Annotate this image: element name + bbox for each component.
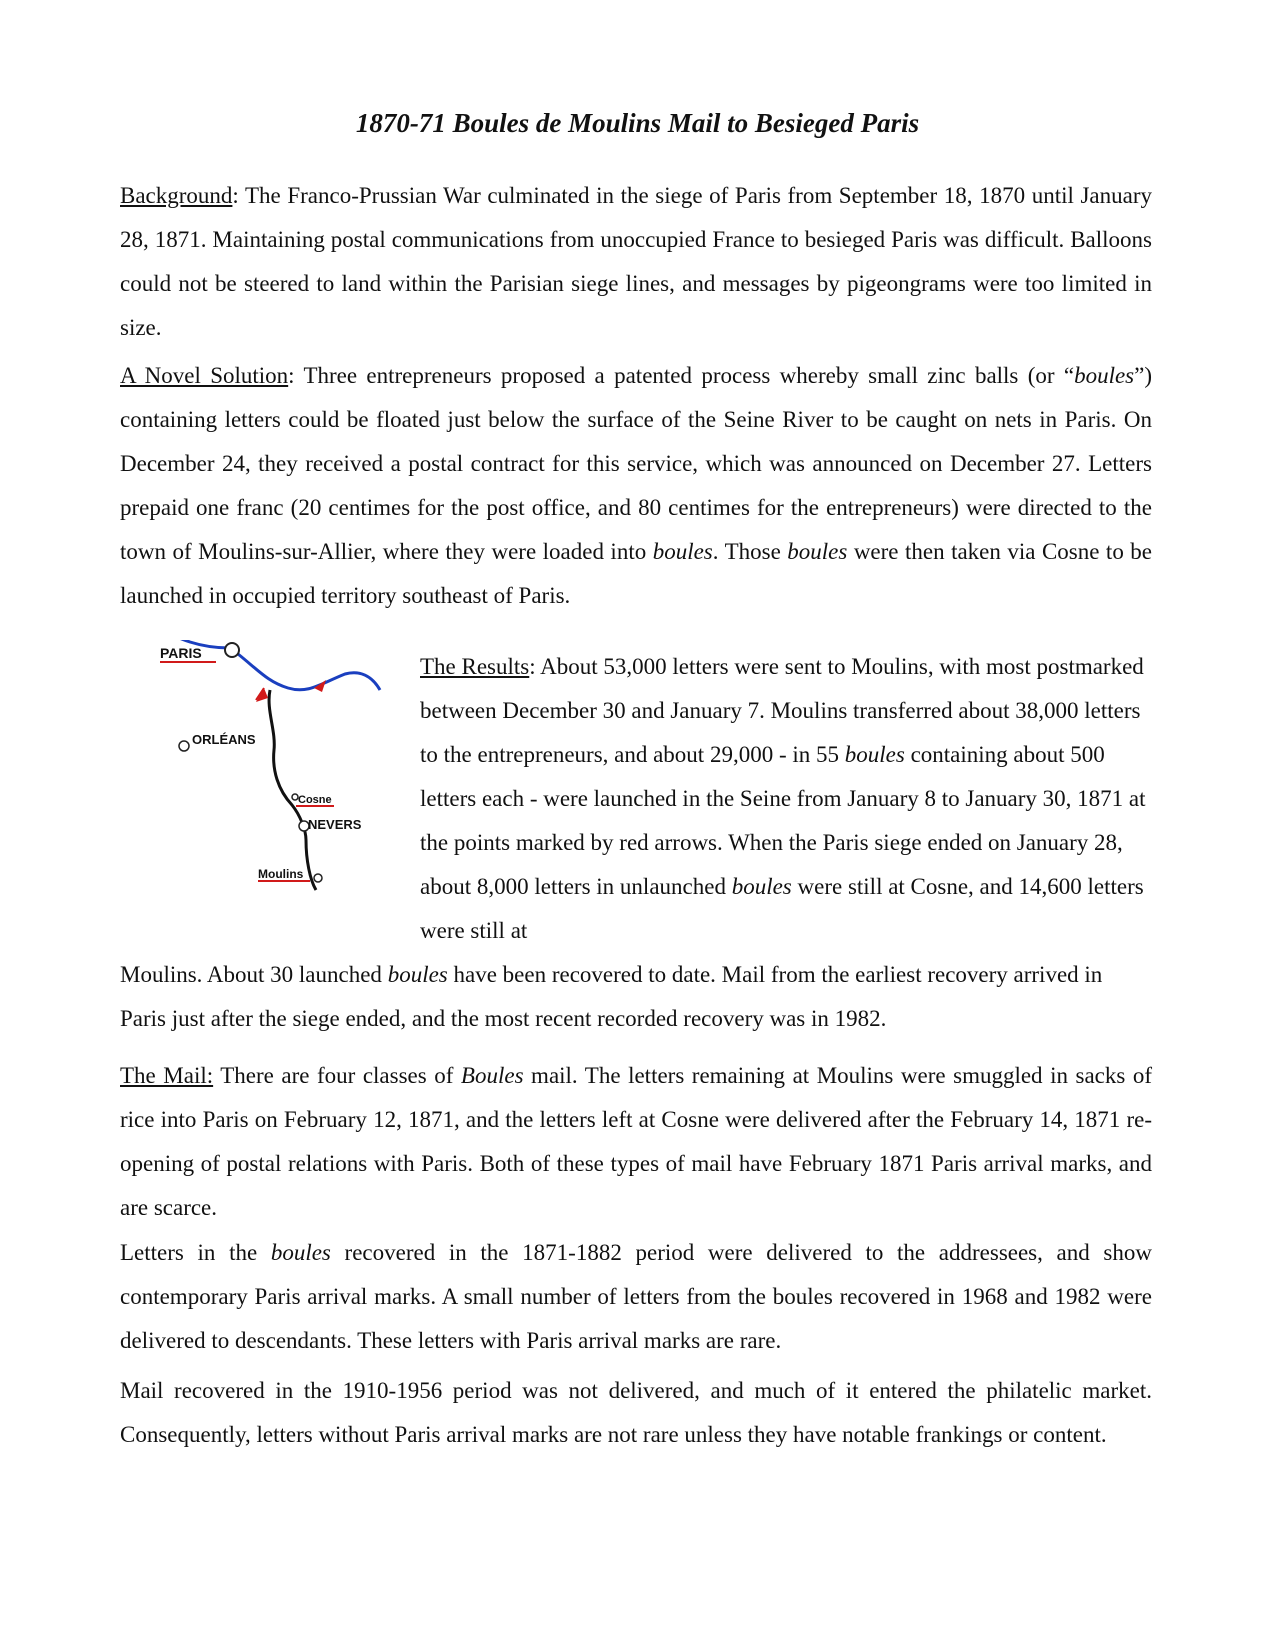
- mail-text-1: There are four classes of: [213, 1063, 461, 1088]
- letters-text-2: recovered in the 1871-1882 period were delivered to the addressees, and show contemporary Paris arrival marks. A small number of letters from the boules recovered in 1968 and 1982 were delivered to descendants. These letters with Paris arrival marks are rare.: [120, 1240, 1152, 1353]
- nevers-label: NEVERS: [308, 817, 362, 832]
- novel-italic-2: boules: [652, 539, 713, 564]
- mail-heading: The Mail:: [120, 1063, 214, 1088]
- mail-italic-1: Boules: [460, 1063, 524, 1088]
- novel-text-3: . Those: [712, 539, 788, 564]
- novel-italic-3: boules: [787, 539, 848, 564]
- novel-text-2: ”) containing letters could be floated just below the surface of the Seine River to be caught on nets in Paris. On December 24, they received a postal contract for this service, which was announced on December 27. Letters prepaid one franc (20 centimes for the post office, and 80 centimes for the entrepreneurs) were directed to the town of Moulins-sur-Allier, where they were loaded into: [120, 363, 1152, 564]
- results-tail-text-2: have been recovered to date. Mail from the earliest recovery arrived in Paris just after the siege ended, and the most recent recorded recovery was in 1982.: [120, 962, 1103, 1031]
- recovered-paragraph: Mail recovered in the 1910-1956 period was not delivered, and much of it entered the philatelic market. Consequently, letters without Paris arrival marks are not rare unless they have notable frankings or content.: [120, 1378, 1152, 1447]
- page-title: 1870-71 Boules de Moulins Mail to Besieged Paris: [355, 108, 920, 138]
- cosne-label: Cosne: [298, 794, 332, 806]
- letters-text-1: Letters in the: [120, 1240, 271, 1265]
- background-text: : The Franco-Prussian War culminated in the siege of Paris from September 18, 1870 until January 28, 1871. Maintaining postal communications from unoccupied France to besieged Paris was difficult. Balloons could not be steered to land within the Parisian siege lines, and messages by pigeongrams were too limited in size.: [120, 183, 1152, 340]
- background-heading: Background: [120, 183, 233, 208]
- letters-italic-1: boules: [270, 1240, 331, 1265]
- background-paragraph: [120, 174, 1152, 350]
- paris-marker: [225, 643, 239, 657]
- novel-solution-paragraph: [120, 354, 1152, 618]
- results-italic-2: boules: [731, 874, 792, 899]
- results-text-1: : About 53,000 letters were sent to Moulins, with most postmarked between December 30 and January 7. Moulins transferred about 38,000 letters to the entrepreneurs, and about 29,000 - in 55: [420, 654, 1144, 767]
- results-tail-italic: boules: [387, 962, 448, 987]
- loire-route-line: [269, 690, 316, 890]
- mail-paragraph: [120, 1054, 1152, 1230]
- moulins-label: Moulins: [258, 867, 304, 881]
- results-paragraph: [420, 645, 1152, 953]
- novel-text-1: : Three entrepreneurs proposed a patented process whereby small zinc balls (or “: [288, 363, 1075, 388]
- results-text-3: were still at Cosne, and 14,600 letters were still at: [420, 874, 1144, 943]
- orleans-label: ORLÉANS: [192, 732, 256, 747]
- orleans-marker: [179, 741, 189, 751]
- novel-text-4: were then taken via Cosne to be launched in occupied territory southeast of Paris.: [120, 539, 1153, 608]
- results-text-2: containing about 500 letters each - were launched in the Seine from January 8 to January 30, 1871 at the points marked by red arrows. When the Paris siege ended on January 28, about 8,000 letters in unlaunched: [420, 742, 1146, 899]
- mail-text-2: mail. The letters remaining at Moulins were smuggled in sacks of rice into Paris on February 12, 1871, and the letters left at Cosne were delivered after the February 14, 1871 re-opening of postal relations with Paris. Both of these types of mail have February 1871 Paris arrival marks, and are scarce.: [120, 1063, 1152, 1220]
- novel-solution-heading: A Novel Solution: [120, 363, 289, 388]
- results-italic-1: boules: [844, 742, 905, 767]
- results-heading: The Results: [420, 654, 530, 679]
- seine-downstream-line: [238, 654, 380, 690]
- novel-italic-1: boules: [1074, 363, 1135, 388]
- moulins-marker: [314, 874, 322, 882]
- results-tail-text-1: Moulins. About 30 launched: [120, 962, 388, 987]
- letters-paragraph: [120, 1231, 1152, 1363]
- paris-label: PARIS: [160, 645, 202, 661]
- seine-map: [140, 640, 400, 930]
- results-continuation: [120, 953, 1152, 1041]
